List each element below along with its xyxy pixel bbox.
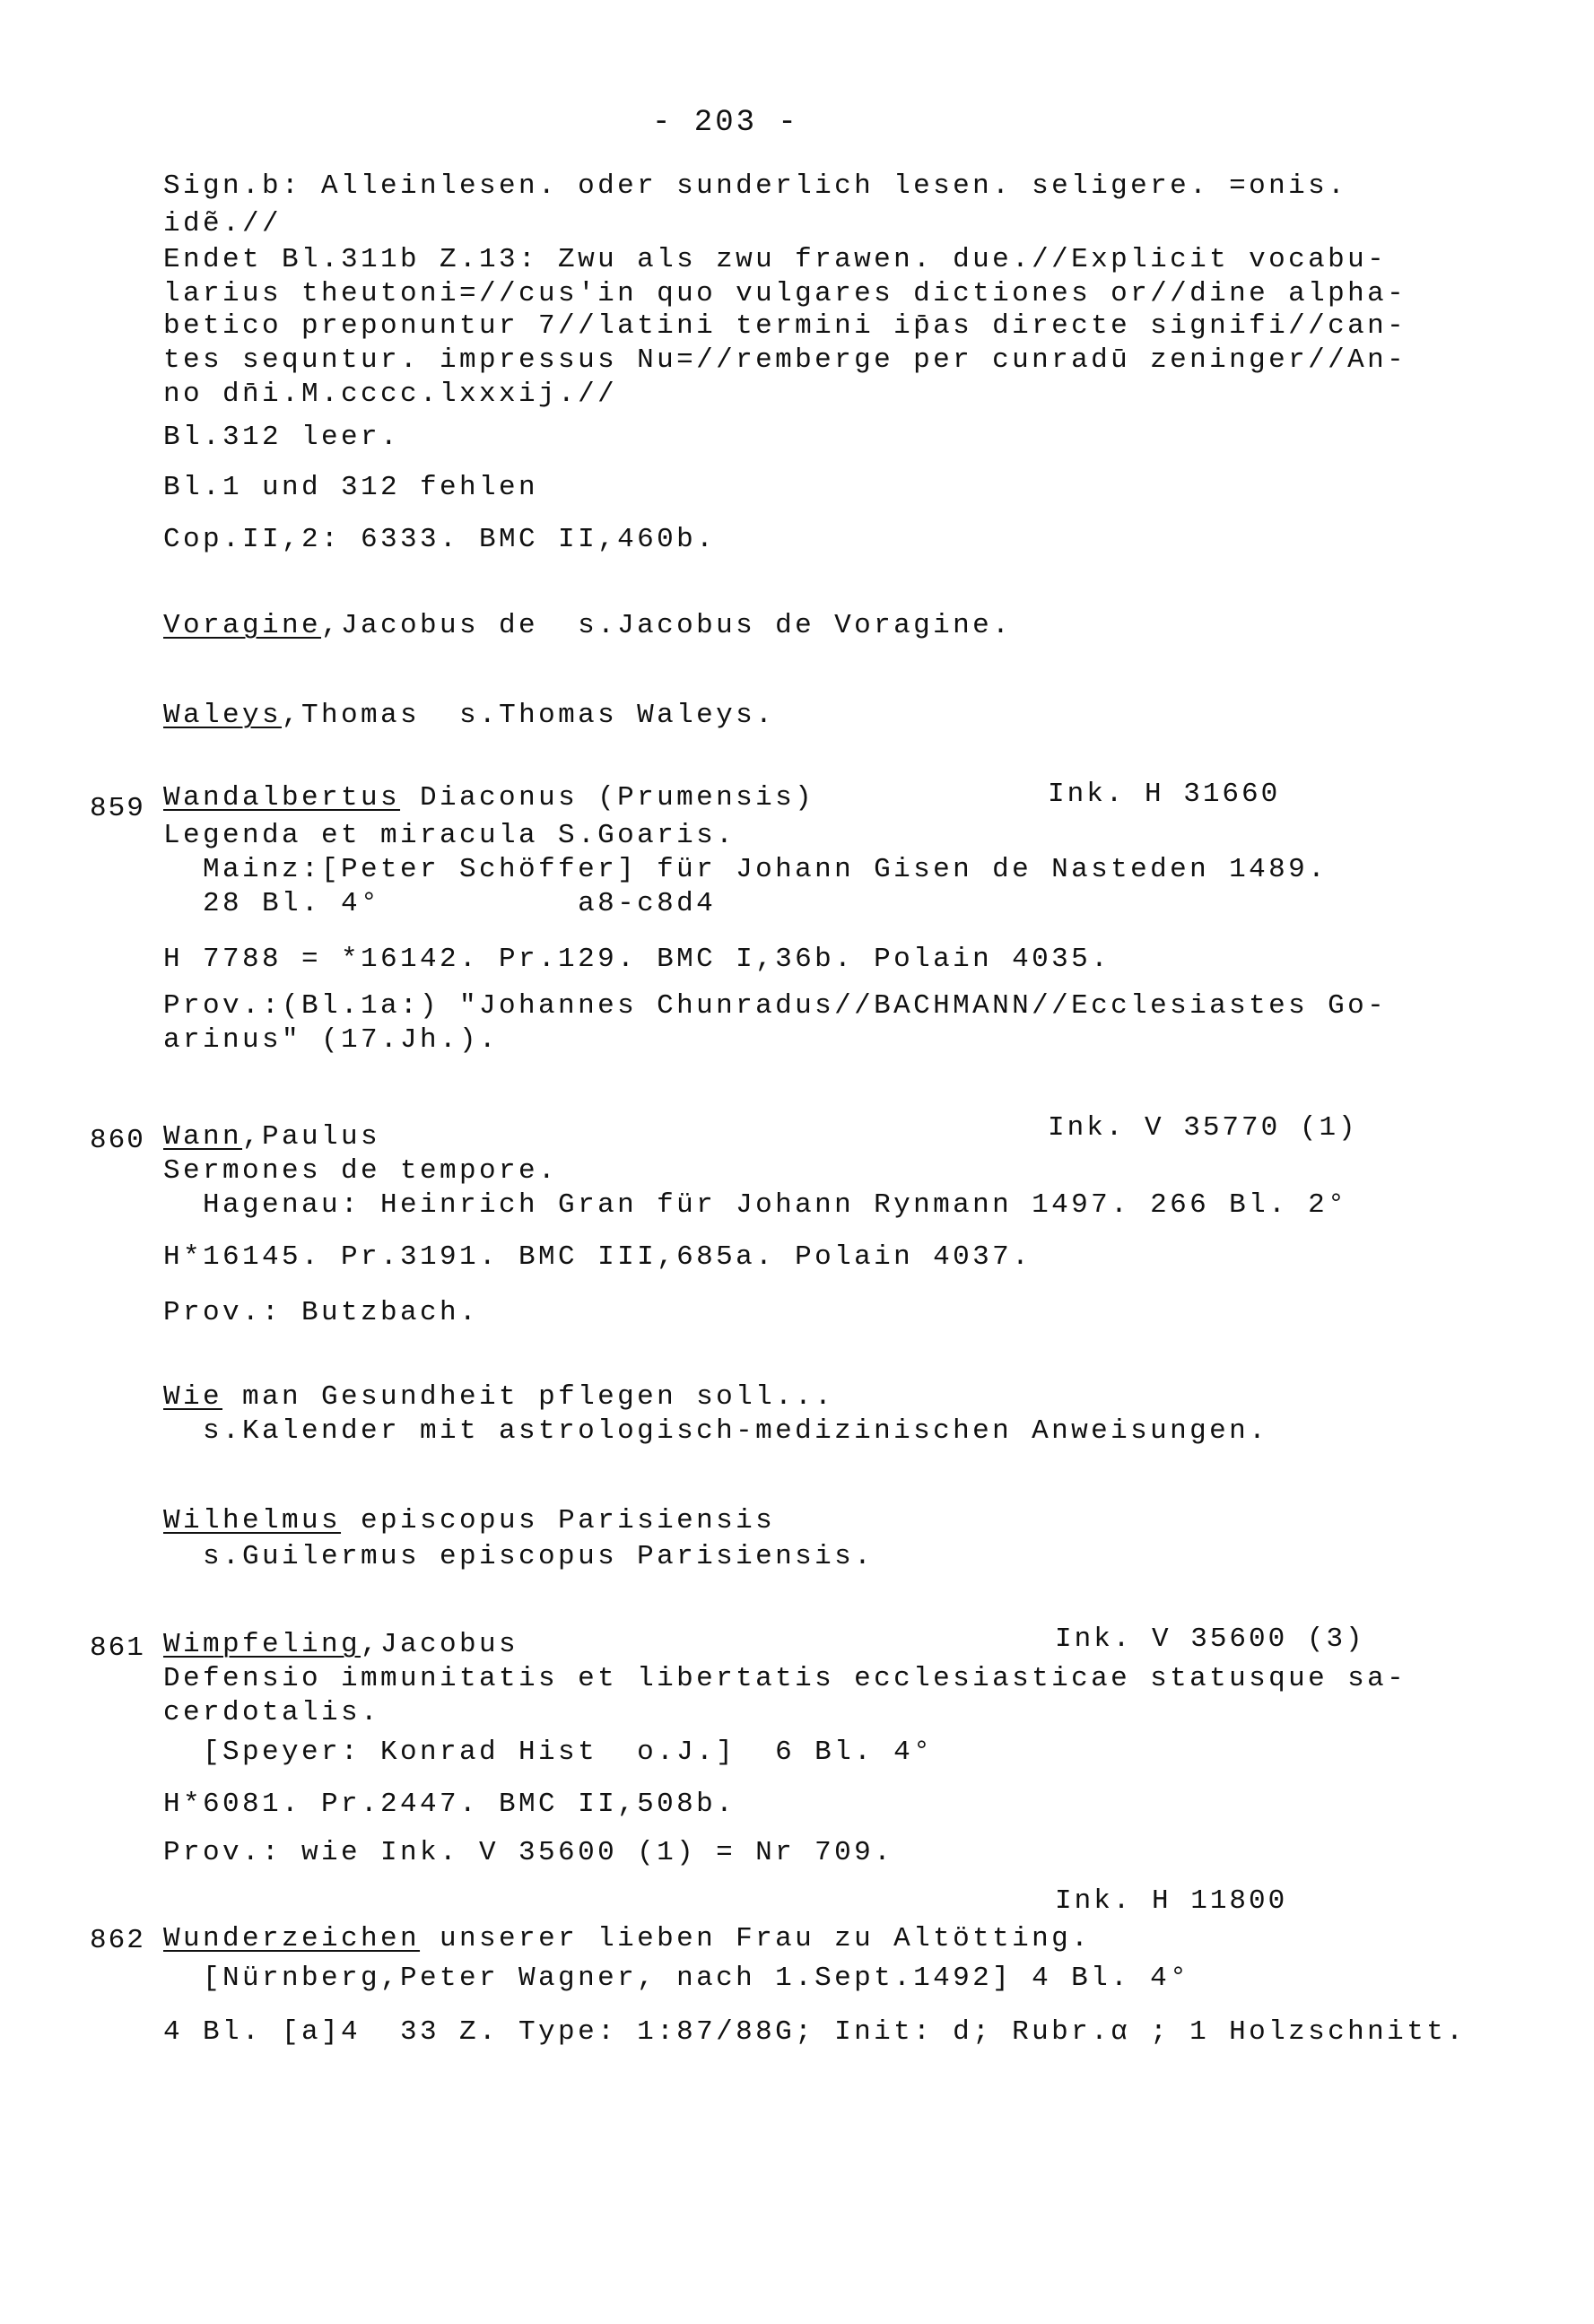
entry-heading-rest: ,Thomas s.Thomas Waleys. bbox=[282, 700, 776, 731]
cross-reference bbox=[163, 610, 1012, 642]
shelfmark: Ink. H 31660 bbox=[1048, 779, 1281, 810]
text-line: Legenda et miracula S.Goaris. bbox=[163, 820, 736, 851]
text-line: s.Guilermus episcopus Parisiensis. bbox=[163, 1541, 875, 1572]
text-line: larius theutoni=//cus'in quo vulgares dictiones or//dine alpha- bbox=[163, 278, 1407, 309]
entry-heading-rest: man Gesundheit pflegen soll... bbox=[222, 1381, 835, 1413]
text-line: betico preponuntur 7//latini termini ip̄as directe signifi//can- bbox=[163, 310, 1407, 342]
text-line: Endet Bl.311b Z.13: Zwu als zwu frawen. due.//Explicit vocabu- bbox=[163, 244, 1388, 275]
text-line: 4 Bl. [a]4 33 Z. Type: 1:87/88G; Init: d; Rubr.α ; 1 Holzschnitt. bbox=[163, 2016, 1467, 2048]
cross-reference bbox=[163, 1505, 775, 1537]
text-line: Defensio immunitatis et libertatis ecclesiasticae statusque sa- bbox=[163, 1663, 1407, 1694]
entry-heading-rest: episcopus Parisiensis bbox=[341, 1505, 776, 1536]
entry-heading-line bbox=[163, 1923, 1091, 1955]
text-line: arinus" (17.Jh.). bbox=[163, 1024, 500, 1056]
text-line: Sermones de tempore. bbox=[163, 1155, 559, 1187]
text-line: cerdotalis. bbox=[163, 1697, 381, 1728]
shelfmark: Ink. H 11800 bbox=[1055, 1885, 1288, 1917]
text-line: Mainz:[Peter Schöffer] für Johann Gisen de Nasteden 1489. bbox=[163, 854, 1328, 885]
entry-heading: Wimpfeling bbox=[163, 1629, 361, 1660]
entry-heading-rest: ,Paulus bbox=[242, 1121, 381, 1153]
text-line: idẽ.// bbox=[163, 208, 283, 239]
entry-heading: Wunderzeichen bbox=[163, 1923, 421, 1954]
text-line: H 7788 = *16142. Pr.129. BMC I,36b. Polain 4035. bbox=[163, 944, 1111, 975]
entry-number: 859 bbox=[90, 793, 145, 824]
entry-heading-line bbox=[163, 1121, 380, 1153]
page-number: - 203 - bbox=[652, 106, 799, 140]
text-line: s.Kalender mit astrologisch-medizinischen Anweisungen. bbox=[163, 1415, 1269, 1447]
text-line: Bl.1 und 312 fehlen bbox=[163, 472, 539, 503]
entry-heading-rest: unserer lieben Frau zu Altötting. bbox=[420, 1923, 1092, 1954]
cross-reference bbox=[163, 700, 775, 732]
entry-heading-line bbox=[163, 1629, 518, 1661]
cross-reference bbox=[163, 1381, 834, 1414]
entry-heading: Wandalbertus bbox=[163, 782, 401, 814]
entry-heading-rest: Diaconus (Prumensis) bbox=[400, 782, 815, 814]
text-line: tes sequntur. impressus Nu=//remberge per cunradū zeninger//An- bbox=[163, 344, 1407, 376]
entry-number: 861 bbox=[90, 1632, 145, 1664]
entry-heading-line bbox=[163, 782, 814, 814]
entry-heading: Voragine bbox=[163, 610, 322, 641]
text-line: Prov.:(Bl.1a:) "Johannes Chunradus//BACHMANN//Ecclesiastes Go- bbox=[163, 990, 1388, 1022]
entry-heading: Wie bbox=[163, 1381, 223, 1413]
entry-heading: Waleys bbox=[163, 700, 283, 731]
text-line: Hagenau: Heinrich Gran für Johann Rynmann 1497. 266 Bl. 2° bbox=[163, 1189, 1348, 1221]
text-line: no dn̄i.M.cccc.lxxxij.// bbox=[163, 379, 618, 410]
shelfmark: Ink. V 35600 (3) bbox=[1055, 1623, 1365, 1655]
entry-heading-rest: ,Jacobus bbox=[361, 1629, 519, 1660]
text-line: H*6081. Pr.2447. BMC II,508b. bbox=[163, 1789, 736, 1820]
text-line: Prov.: Butzbach. bbox=[163, 1297, 480, 1328]
text-line: [Nürnberg,Peter Wagner, nach 1.Sept.1492] 4 Bl. 4° bbox=[163, 1963, 1190, 1994]
entry-heading: Wilhelmus bbox=[163, 1505, 342, 1536]
text-line: H*16145. Pr.3191. BMC III,685a. Polain 4037. bbox=[163, 1241, 1032, 1273]
text-line: [Speyer: Konrad Hist o.J.] 6 Bl. 4° bbox=[163, 1736, 934, 1768]
text-line: Bl.312 leer. bbox=[163, 422, 401, 453]
entry-number: 862 bbox=[90, 1925, 145, 1956]
shelfmark: Ink. V 35770 (1) bbox=[1048, 1112, 1358, 1144]
entry-heading-rest: ,Jacobus de s.Jacobus de Voragine. bbox=[321, 610, 1013, 641]
text-line: 28 Bl. 4° a8-c8d4 bbox=[163, 888, 717, 919]
text-line: Prov.: wie Ink. V 35600 (1) = Nr 709. bbox=[163, 1837, 894, 1868]
entry-heading: Wann bbox=[163, 1121, 243, 1153]
text-line: Cop.II,2: 6333. BMC II,460b. bbox=[163, 524, 717, 555]
entry-number: 860 bbox=[90, 1125, 145, 1156]
text-line: Sign.b: Alleinlesen. oder sunderlich lesen. seligere. =onis. bbox=[163, 170, 1348, 202]
